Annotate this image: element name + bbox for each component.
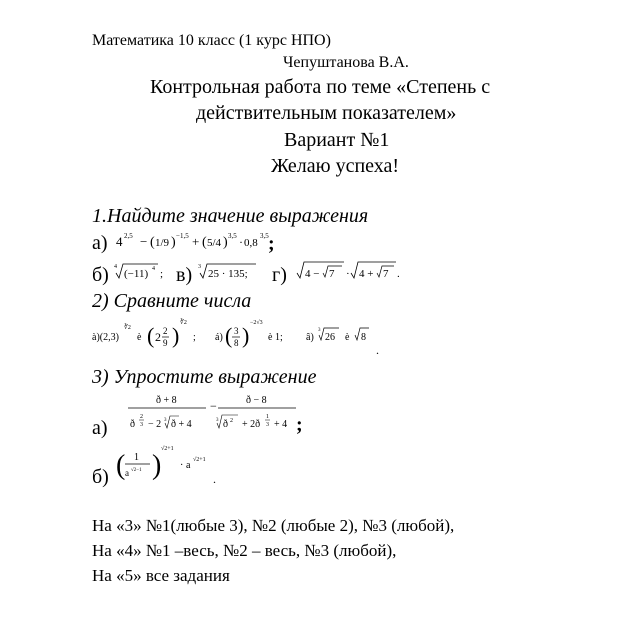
svg-text:7: 7 <box>329 268 335 280</box>
svg-text:3: 3 <box>164 418 167 423</box>
svg-text:ð: ð <box>223 419 228 430</box>
task1-b-label: б) <box>92 264 109 286</box>
svg-text:1/9: 1/9 <box>155 237 170 249</box>
svg-text:è: è <box>137 332 142 343</box>
svg-text:√2+1: √2+1 <box>193 457 206 463</box>
task1-g-label: г) <box>272 264 287 286</box>
task1-a-semicolon: ; <box>268 233 275 255</box>
svg-text:(: ( <box>116 450 126 481</box>
svg-text:2,5: 2,5 <box>124 232 133 240</box>
svg-text:3,5: 3,5 <box>228 232 237 240</box>
task2-expressions <box>92 314 392 367</box>
svg-text:â): â) <box>306 332 314 343</box>
svg-text:4 −: 4 − <box>305 268 320 280</box>
subject-line: Математика 10 класс (1 курс НПО) <box>92 32 331 49</box>
svg-text:0,8: 0,8 <box>244 237 258 249</box>
task1-g-formula <box>296 258 406 284</box>
svg-text:5/4: 5/4 <box>207 237 222 249</box>
task3-b-formula <box>116 440 226 490</box>
svg-text:.: . <box>397 268 400 280</box>
svg-text:−: − <box>210 399 217 413</box>
svg-text:2: 2 <box>163 326 168 336</box>
task3-a-formula <box>126 390 316 440</box>
svg-text:+ 2ð: + 2ð <box>242 419 261 430</box>
svg-text:4: 4 <box>116 234 123 249</box>
svg-text:·: · <box>180 460 184 471</box>
svg-text:(−11): (−11) <box>124 268 149 280</box>
svg-text:3: 3 <box>140 422 143 428</box>
svg-text:−: − <box>140 234 148 249</box>
svg-text:ð − 8: ð − 8 <box>246 395 267 406</box>
svg-text:− 2: − 2 <box>148 419 162 430</box>
svg-text:): ) <box>242 323 250 348</box>
svg-text:ð: ð <box>130 419 135 430</box>
svg-text:): ) <box>172 323 180 348</box>
task2-formula <box>92 314 392 362</box>
svg-text:·: · <box>346 268 350 280</box>
task3-b-expression <box>116 440 226 495</box>
svg-text:): ) <box>152 450 162 481</box>
svg-text:9: 9 <box>163 338 168 348</box>
svg-text:√2−1: √2−1 <box>131 468 142 473</box>
svg-text:3: 3 <box>234 326 239 336</box>
svg-text:8: 8 <box>361 332 366 343</box>
svg-text:(: ( <box>150 235 155 250</box>
grading-line-4: На «4» №1 –весь, №2 – весь, №3 (любой), <box>92 541 397 560</box>
task1-g-expression <box>296 258 406 289</box>
author-line: Чепуштанова В.А. <box>283 54 409 71</box>
svg-text:a: a <box>186 460 191 471</box>
svg-text:4 +: 4 + <box>359 268 374 280</box>
task3-heading: 3) Упростите выражение <box>92 366 317 388</box>
svg-text:1: 1 <box>266 414 269 420</box>
svg-text:1: 1 <box>134 452 139 463</box>
svg-text:25 · 135;: 25 · 135; <box>208 268 248 280</box>
svg-text:∛2: ∛2 <box>124 325 131 331</box>
svg-text:3: 3 <box>318 328 321 333</box>
svg-text:8: 8 <box>234 338 239 348</box>
svg-text:(: ( <box>202 235 207 250</box>
svg-text:3,5: 3,5 <box>260 232 269 240</box>
title-line-2: действительным показателем» <box>196 102 457 124</box>
svg-text:è 1;: è 1; <box>268 332 283 343</box>
svg-text:(: ( <box>225 323 233 348</box>
task3-b-label: б) <box>92 466 109 488</box>
svg-text:;: ; <box>160 268 164 280</box>
svg-text:+: + <box>192 234 200 249</box>
svg-text:.: . <box>376 343 379 357</box>
svg-text:;: ; <box>193 332 196 343</box>
task1-a-expression <box>116 228 276 252</box>
title-line-1: Контрольная работа по теме «Степень с <box>150 76 491 98</box>
task1-v-label: в) <box>176 264 193 286</box>
svg-text:á): á) <box>215 332 223 343</box>
task1-a-formula <box>116 228 276 256</box>
svg-text:3: 3 <box>266 422 269 428</box>
wish-line: Желаю успеха! <box>271 155 400 177</box>
svg-text:7: 7 <box>383 268 389 280</box>
task1-v-expression <box>198 258 268 289</box>
task1-heading: 1.Найдите значение выражения <box>92 205 369 227</box>
svg-text:è: è <box>345 332 350 343</box>
svg-text:a: a <box>125 468 129 478</box>
task3-a-label: а) <box>92 417 108 439</box>
svg-text:ð + 4: ð + 4 <box>171 419 192 430</box>
svg-text:3: 3 <box>216 418 219 423</box>
svg-text:−1,5: −1,5 <box>176 232 189 240</box>
grading-line-5: На «5» все задания <box>92 566 230 585</box>
svg-text:·: · <box>239 235 243 249</box>
svg-text:): ) <box>171 235 176 250</box>
svg-text:4: 4 <box>114 264 117 270</box>
svg-text:∛2: ∛2 <box>180 320 187 326</box>
svg-text:2: 2 <box>230 418 233 424</box>
task3-a-expression <box>126 390 316 445</box>
svg-text:(: ( <box>147 323 155 348</box>
task3-a-semicolon: ; <box>296 414 303 436</box>
svg-text:√2+1: √2+1 <box>161 446 174 452</box>
svg-text:2: 2 <box>140 414 143 420</box>
svg-text:−2√3: −2√3 <box>250 320 263 326</box>
svg-text:26: 26 <box>325 332 335 343</box>
grading-line-3: На «3» №1(любые 3), №2 (любые 2), №3 (любой), <box>92 516 455 535</box>
task1-b-expression <box>114 258 176 289</box>
svg-text:2: 2 <box>155 330 161 344</box>
svg-text:.: . <box>213 472 216 486</box>
svg-text:4: 4 <box>152 266 155 272</box>
task2-heading: 2) Сравните числа <box>92 290 252 312</box>
task1-v-formula <box>198 258 268 284</box>
svg-text:à)(2,3): à)(2,3) <box>92 332 119 343</box>
svg-text:3: 3 <box>198 264 201 270</box>
task1-b-formula <box>114 258 176 284</box>
variant-label: Вариант №1 <box>284 129 390 151</box>
svg-text:): ) <box>223 235 228 250</box>
svg-text:ð + 8: ð + 8 <box>156 395 177 406</box>
task1-a-label: а) <box>92 232 108 254</box>
svg-text:+ 4: + 4 <box>274 419 288 430</box>
